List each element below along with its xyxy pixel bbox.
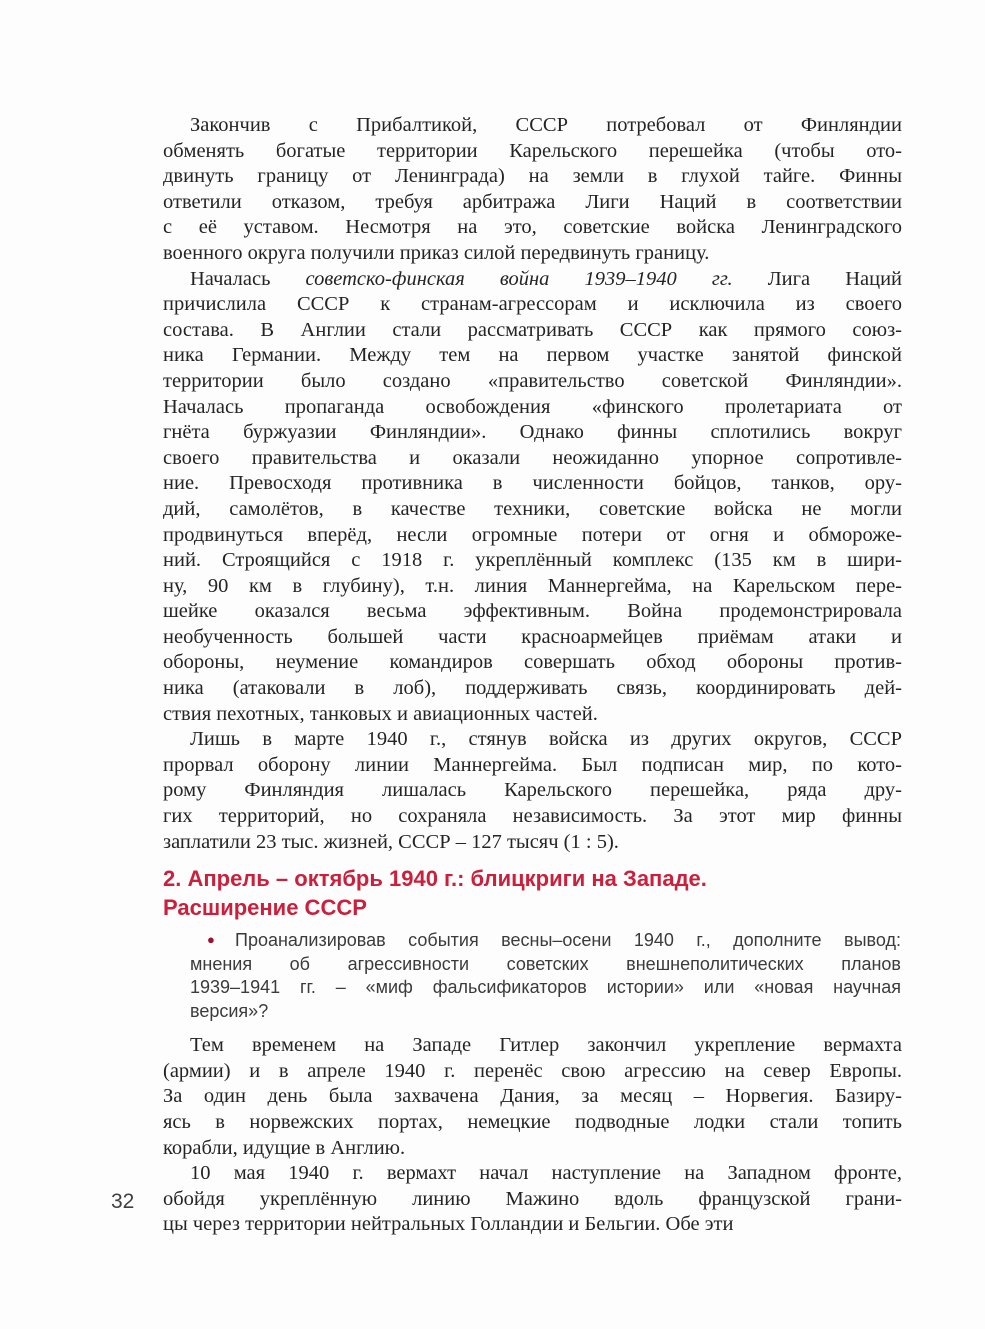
paragraph-finland-demands bbox=[163, 113, 902, 267]
text-line: ника Германии. Между тем на первом участке занятой финской bbox=[163, 344, 902, 367]
text-segment: Лига Наций bbox=[732, 267, 903, 290]
text-line: заплатили 23 тыс. жизней, СССР – 127 тысяч (1 : 5). bbox=[163, 830, 619, 853]
paragraph-may-offensive bbox=[163, 1161, 902, 1238]
text-line: своего правительства и оказали неожиданно упорное сопротивле- bbox=[163, 446, 902, 469]
section-heading bbox=[163, 864, 902, 922]
text-line: двинуть границу от Ленинграда) на земли в глухой тайге. Финны bbox=[163, 165, 902, 188]
text-line: гих территорий, но сохраняла независимость. За этот мир финны bbox=[163, 805, 902, 828]
text-line: шейке оказался весьма эффективным. Война продемонстрировала bbox=[163, 600, 902, 623]
text-line: ответили отказом, требуя арбитража Лиги Наций в соответствии bbox=[163, 190, 902, 213]
text-line: территории было создано «правительство советской Финляндии». bbox=[163, 369, 902, 392]
text-line: ну, 90 км в глубину), т.н. линия Маннергейма, на Карельском пере- bbox=[163, 574, 902, 597]
section-heading-line: 2. Апрель – октябрь 1940 г.: блицкриги на Западе. bbox=[163, 866, 707, 892]
text-line: необученность большей части красноармейцев приёмам атаки и bbox=[163, 625, 902, 648]
text-line: обменять богатые территории Карельского перешейка (чтобы ото- bbox=[163, 139, 902, 162]
text-line: корабли, идущие в Англию. bbox=[163, 1136, 406, 1159]
question-line: версия»? bbox=[190, 1000, 269, 1021]
text-line: ствия пехотных, танковых и авиационных частей. bbox=[163, 702, 598, 725]
text-line: военного округа получили приказ силой передвинуть границу. bbox=[163, 241, 710, 264]
page-number: 32 bbox=[111, 1190, 135, 1213]
text-line: ние. Превосходя противника в численности бойцов, танков, ору- bbox=[163, 472, 902, 495]
italic-term: советско-финская война 1939–1940 гг. bbox=[305, 267, 733, 290]
text-line: прорвал оборону линии Маннергейма. Был подписан мир, по кото- bbox=[163, 753, 902, 776]
bullet-icon: ● bbox=[207, 932, 215, 948]
text-line: цы через территории нейтральных Голландии и Бельгии. Обе эти bbox=[163, 1213, 734, 1236]
question-line bbox=[190, 928, 901, 953]
text-line: гнёта буржуазии Финляндии». Однако финны сплотились вокруг bbox=[163, 421, 902, 444]
paragraph-winter-war bbox=[163, 267, 902, 728]
text-line: Лишь в марте 1940 г., стянув войска из других округов, СССР bbox=[190, 728, 902, 751]
text-line bbox=[163, 267, 902, 293]
text-line: дий, самолётов, в качестве техники, советские войска не могли bbox=[163, 497, 902, 520]
text-line: (армии) и в апреле 1940 г. перенёс свою агрессию на север Европы. bbox=[163, 1059, 902, 1082]
section-heading-line: Расширение СССР bbox=[163, 895, 367, 921]
text-line: Закончив с Прибалтикой, СССР потребовал от Финляндии bbox=[190, 114, 902, 136]
page-body bbox=[163, 113, 902, 1238]
text-line: продвинуться вперёд, несли огромные потери от огня и обмороже- bbox=[163, 523, 902, 546]
text-line: Тем временем на Западе Гитлер закончил укрепление вермахта bbox=[190, 1034, 902, 1057]
question-line: 1939–1941 гг. – «миф фальсификаторов истории» или «новая научная bbox=[190, 977, 901, 998]
text-line: рому Финляндия лишалась Карельского перешейка, ряда дру- bbox=[163, 779, 902, 802]
text-line: состава. В Англии стали рассматривать СССР как прямого союз- bbox=[163, 318, 902, 341]
text-line: с её уставом. Несмотря на это, советские войска Ленинградского bbox=[163, 216, 902, 239]
question-line: мнения об агрессивности советских внешнеполитических планов bbox=[190, 953, 901, 974]
text-line: обойдя укреплённую линию Мажино вдоль французской грани- bbox=[163, 1187, 902, 1210]
text-line: причислила СССР к странам-агрессорам и исключила из своего bbox=[163, 293, 902, 316]
text-line: ясь в норвежских портах, немецкие подводные лодки стали топить bbox=[163, 1111, 902, 1133]
paragraph-western-blitzkrieg bbox=[163, 1033, 902, 1161]
text-line: ний. Строящийся с 1918 г. укреплённый комплекс (135 км в шири- bbox=[163, 549, 902, 572]
text-segment: Началась bbox=[190, 267, 306, 290]
text-line: обороны, неумение командиров совершать обход обороны против- bbox=[163, 651, 902, 674]
paragraph-peace-treaty bbox=[163, 727, 902, 855]
text-line: Началась пропаганда освобождения «финского пролетариата от bbox=[163, 395, 902, 418]
text-line: За один день была захвачена Дания, за месяц – Норвегия. Базиру- bbox=[163, 1085, 902, 1108]
text-line: ника (атаковали в лоб), поддерживать связь, координировать дей- bbox=[163, 677, 902, 700]
question-text: Проанализировав события весны–осени 1940 г., дополните вывод: bbox=[235, 930, 901, 951]
question-block bbox=[190, 928, 901, 1023]
text-line: 10 мая 1940 г. вермахт начал наступление на Западном фронте, bbox=[190, 1162, 902, 1185]
